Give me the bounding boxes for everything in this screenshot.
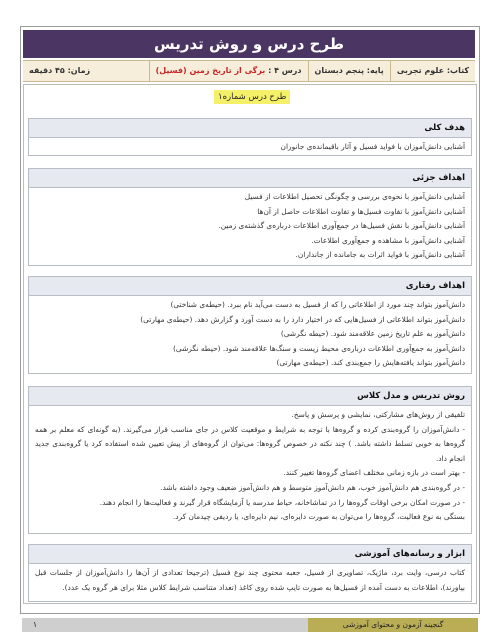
section-heading: روش تدریس و مدل کلاس [29,387,471,406]
section-teaching-method [28,386,472,534]
plan-title: طرح درس شماره۱ [214,90,290,104]
lesson-info-row [23,60,475,82]
text-line: آشنایی دانش‌آموز با نقش فسیل‌ها در جمع‌آوری اطلاعات درباره‌ی گذشته‌ی زمین. [218,221,465,231]
text-line: آشنایی دانش‌آموز با نحوه‌ی بررسی و چگونگی تحصیل اطلاعات از فسیل [244,192,465,201]
text-line: آشنایی دانش‌آموز با فواید اثرات به جامانده از جانداران. [295,250,465,260]
section-heading: ابزار و رسانه‌های آموزشی [29,545,471,564]
grade-label: پایه: پنجم دبستان [308,61,390,81]
text-line: بستگی به نوع فعالیت، گروه‌ها را می‌توان به صورت دایره‌ای، نیم دایره‌ای، یا ردیفی چیدمان کرد. [172,512,465,522]
text-line: آشنایی دانش‌آموزان با فواید فسیل و آثار باقیمانده‌ی جانوران [280,142,465,151]
section-heading: اهداف جزئی [29,169,471,188]
text-line: دانش‌آموز بتواند اطلاعاتی از فسیل‌هایی که در اختیار دارد را به دست آورد و گزارش دهد. (حیطه‌ی مهارتی) [140,314,465,324]
section-body [29,406,471,527]
section-partial-goals [28,168,472,266]
text-line: دانش‌آموز بتواند چند مورد از اطلاعاتی را که از فسیل به دست می‌آید نام ببرد. (حیطه‌ی شناختی) [170,300,465,309]
text-line: آشنایی دانش‌آموز با مشاهده و جمع‌آوری اطلاعات. [311,235,465,245]
text-line: دانش‌آموز بتواند یافته‌هایش را جمع‌بندی کند. (حیطه‌ی مهارتی) [276,358,465,368]
publisher-label: گنجینه آزمون و محتوای آموزشی [308,618,478,632]
section-body [29,296,471,373]
page-number: ۱ [32,620,38,629]
section-body [29,138,471,157]
section-behavioral-goals [28,276,472,374]
section-body [29,188,471,265]
text-line: - در صورت امکان برخی اوقات گروه‌ها را در تماشاخانه، حیاط مدرسه یا آزمایشگاه قرار گیرند و فعالیت‌ها را انجام دهند. [99,497,465,507]
book-label: کتاب: علوم تجربی [390,61,475,81]
text-line: - بهتر است در بازه زمانی مختلف اعضای گروه‌ها تغییر کنند. [283,468,465,478]
section-general-goal [28,118,472,156]
time-label: زمان: ۴۵ دقیقه [29,66,91,75]
text-line: - در گروه‌بندی هم دانش‌آموز خوب، هم دانش‌آموز متوسط و هم دانش‌آموز ضعیف وجود داشته باشد. [160,482,465,492]
lesson-prefix: درس ۴ : [265,66,302,75]
lesson-name: برگی از تاریخ زمین (فسیل) [155,66,266,75]
section-tools [28,544,472,602]
section-heading: اهداف رفتاری [29,277,471,296]
text-line: دانش‌آموز به جمع‌آوری اطلاعات درباره‌ی محیط زیست و سنگ‌ها علاقه‌مند شود. (حیطه نگرشی) [173,343,465,353]
section-body [29,564,471,597]
text-line: تلفیقی از روش‌های مشارکتی، نمایشی و پرسش و پاسخ. [291,410,465,419]
lesson-label [149,61,308,81]
page-title: طرح درس و روش تدریس [23,30,475,58]
text-paragraph: - دانش‌آموزان را گروه‌بندی کرده و گروه‌ها با توجه به شرایط و موقعیت کلاس در جای مناسب قرار می‌گیرند. (به گونه‌ای که معلم بر همه گروه‌ها به خوبی تسلط داشته باشد. ) چند نکته در خصوص گروه‌ها: می‌توان از گروه‌های از پیش تعیین شده استفاده کرد یا گروه‌بندی جدید انجام داد. [35,424,465,463]
page-footer [22,618,478,632]
text-paragraph: کتاب درسی، وایت برد، ماژیک، تصاویری از فسیل، جعبه محتوی چند نوع فسیل (ترجیحا تعدادی از آن‌ها را دانش‌آموزان از جلسات قبل بیاورند)، اطلاعات به دست آمده از فسیل‌ها به صورت تایپ شده روی کاغذ (تعداد متناسب شرایط کلاس مثلا برای هر گروه یک عدد). [35,568,465,592]
text-line: دانش‌آموز به علم تاریخ زمین علاقه‌مند شود. (حیطه نگرشی) [280,329,465,339]
text-line: آشنایی دانش‌آموز با تفاوت فسیل‌ها و تفاوت اطلاعات حاصل از آن‌ها [257,206,465,216]
section-heading: هدف کلی [29,119,471,138]
